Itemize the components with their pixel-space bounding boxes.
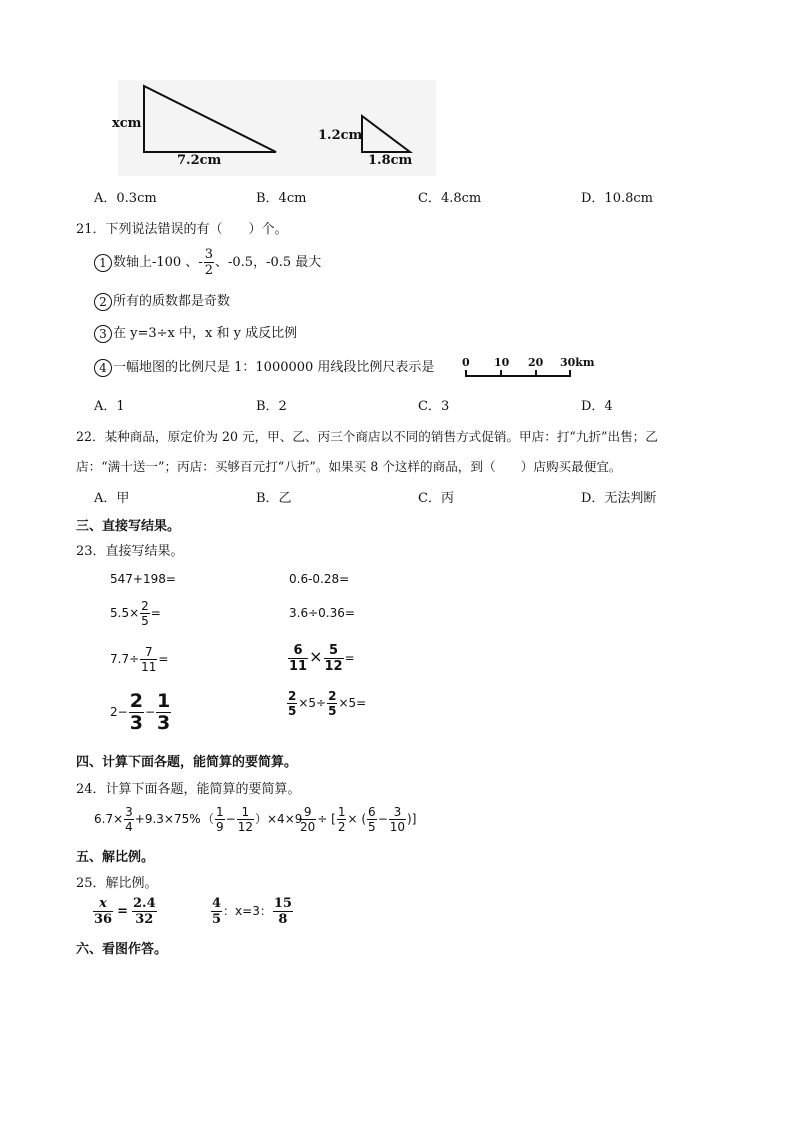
left-height-label: xcm <box>112 116 142 131</box>
q23-expr-2: 0.6-0.28= <box>289 572 350 586</box>
q24-expr-a: 6.7× $\frac{3}{4}$ +9.3×75% <box>94 805 201 834</box>
circled-number: 1 <box>94 254 112 272</box>
q23-expr-4: 3.6÷0.36= <box>289 606 355 620</box>
q22-option-c: C．丙 <box>418 491 454 506</box>
q22-option-d: D．无法判断 <box>581 491 657 506</box>
fraction: $\frac{5}{12}$ <box>324 643 343 674</box>
q22-option-b: B．乙 <box>256 491 292 506</box>
q20-option-a: A．0.3cm <box>94 191 157 206</box>
statement-text: 数轴上-100 、- <box>113 255 203 270</box>
right-height-label: 1.2cm <box>318 128 363 143</box>
q21-statement-2 <box>94 290 230 311</box>
fraction: $\frac{7}{11}$ <box>141 645 157 674</box>
q21-statement-4 <box>94 356 434 377</box>
fraction: $\frac{2}{5}$ <box>141 599 149 628</box>
scale-label-20: 20 <box>528 356 544 369</box>
statement-text: 在 y=3÷x 中，x 和 y 成反比例 <box>113 326 298 341</box>
fraction: $\frac{9}{20}$ <box>300 805 316 834</box>
q22-option-a: A．甲 <box>94 491 130 506</box>
statement-text: 、-0.5，-0.5 最大 <box>215 255 322 270</box>
q20-option-b: B．4cm <box>256 191 307 206</box>
q22-stem-line1: 22．某种商品，原定价为 20 元，甲、乙、丙三个商店以不同的销售方式促销。甲店：打“九折”出售；乙 <box>76 429 658 444</box>
q21-option-a: A．1 <box>94 399 125 414</box>
fraction: $\frac{3}{10}$ <box>389 805 406 834</box>
q22-stem-line2: 店：“满十送一”；丙店：买够百元打“八折”。如果买 8 个这样的商品，到（ ）店购买最便宜。 <box>76 459 622 474</box>
right-base-label: 1.8cm <box>368 153 413 168</box>
scale-label-0: 0 <box>462 356 470 369</box>
fraction: $\frac{3}{2}$ <box>204 247 214 278</box>
q24-expr-b: （ $\frac{1}{9}$ − $\frac{1}{12}$ ）×4×9 <box>202 805 303 834</box>
q23-expr-1: 547+198= <box>110 572 176 586</box>
section-4-heading: 四、计算下面各题，能简算的要简算。 <box>76 755 298 770</box>
section-5-heading: 五、解比例。 <box>76 850 155 865</box>
circled-number: 4 <box>94 359 112 377</box>
q21-option-b: B．2 <box>256 399 287 414</box>
fraction: $\frac{6}{5}$ <box>368 805 376 834</box>
q23-expr-6: $\frac{6}{11}$ × $\frac{5}{12}$ = <box>289 643 355 674</box>
circled-number: 2 <box>94 293 112 311</box>
q21-stem: 21．下列说法错误的有（ ）个。 <box>76 222 288 237</box>
section-3-heading: 三、直接写结果。 <box>76 519 181 534</box>
fraction: $\frac{1}{9}$ <box>216 805 224 834</box>
fraction: $\frac{3}{4}$ <box>125 805 133 834</box>
fraction: $\frac{15}{8}$ <box>273 896 292 927</box>
q25-proportion-b: $\frac{4}{5}$ ：x=3： $\frac{15}{8}$ <box>212 896 292 927</box>
q23-expr-7: 2− $\frac{2}{3}$ − $\frac{1}{3}$ <box>110 690 171 734</box>
q21-statement-1 <box>94 248 321 277</box>
fraction: $\frac{4}{5}$ <box>212 896 222 927</box>
q23-expr-3: 5.5× $\frac{2}{5}$ = <box>110 599 161 628</box>
statement-text: 所有的质数都是奇数 <box>113 294 231 309</box>
section-6-heading: 六、看图作答。 <box>76 942 168 957</box>
q25-proportion-a: $\frac{x}{36}$ = $\frac{2.4}{32}$ <box>94 896 156 927</box>
q23-stem: 23．直接写结果。 <box>76 544 184 559</box>
fraction: $\frac{x}{36}$ <box>94 896 113 927</box>
circled-number: 3 <box>94 325 112 343</box>
q21-statement-3 <box>94 322 297 343</box>
q25-stem: 25．解比例。 <box>76 876 158 891</box>
q21-option-d: D．4 <box>581 399 613 414</box>
fraction: $\frac{1}{2}$ <box>337 805 346 834</box>
q20-option-d: D．10.8cm <box>581 191 653 206</box>
scale-bar <box>458 356 594 382</box>
q23-expr-8: $\frac{2}{5}$ ×5÷ $\frac{2}{5}$ ×5= <box>288 689 367 718</box>
statement-text: 一幅地图的比例尺是 1：1000000 用线段比例尺表示是 <box>113 360 435 375</box>
q24-expr-c: $\frac{9}{20}$ ÷ [ $\frac{1}{2}$ × ( $\frac{6}{5}$ − $\frac{3}{10}$ )] <box>300 805 417 834</box>
fraction: $\frac{1}{3}$ <box>157 690 171 734</box>
q24-stem: 24．计算下面各题，能简算的要简算。 <box>76 782 301 797</box>
q20-option-c: C．4.8cm <box>418 191 482 206</box>
scale-label-10: 10 <box>494 356 510 369</box>
fraction: $\frac{2}{5}$ <box>328 689 337 718</box>
fraction: $\frac{2}{3}$ <box>129 690 143 734</box>
fraction: $\frac{1}{12}$ <box>237 805 253 834</box>
left-base-label: 7.2cm <box>177 153 222 168</box>
fraction: $\frac{6}{11}$ <box>289 643 308 674</box>
q21-option-c: C．3 <box>418 399 450 414</box>
fraction: $\frac{2.4}{32}$ <box>133 896 156 927</box>
q23-expr-5: 7.7÷ $\frac{7}{11}$ = <box>110 645 169 674</box>
fraction: $\frac{2}{5}$ <box>288 689 297 718</box>
scale-label-30km: 30km <box>560 356 595 369</box>
